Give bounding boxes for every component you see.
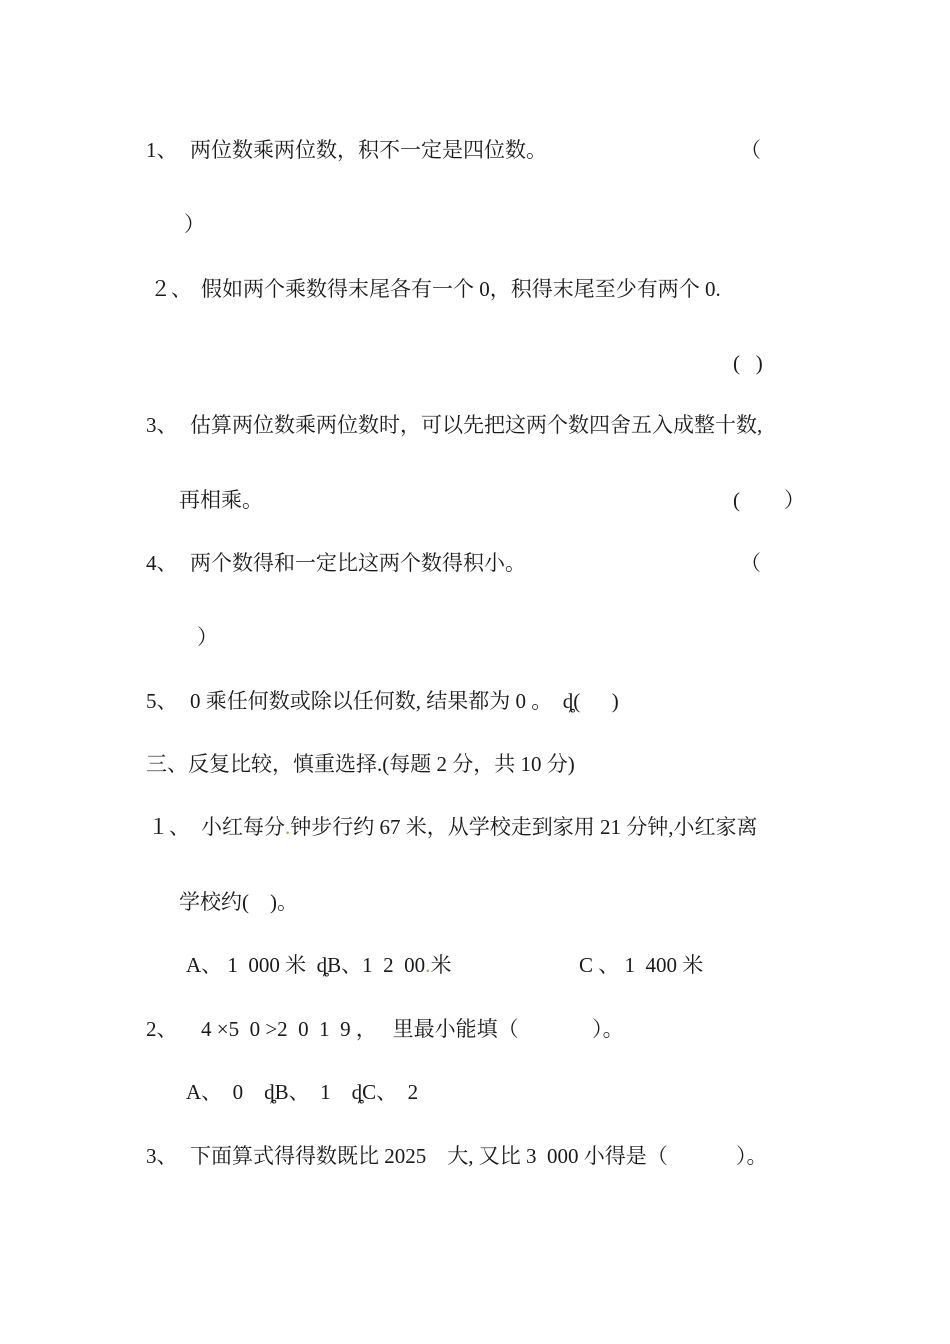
tf-q1-number: 1、 [146, 138, 178, 162]
tf-q3-number: 3、 [146, 413, 178, 437]
mc-q1-option-ab-text: A、 1 000 米 ȡB、1 2 00 [186, 953, 426, 977]
stray-dot-mark: . [425, 953, 431, 977]
tf-q3-continuation: 再相乘。 [179, 488, 263, 512]
mc-q1-option-c: C 、 1 400 米 [579, 953, 704, 977]
tf-q5-number: 5、 [146, 689, 178, 713]
mc-q2-number: 2、 [146, 1017, 178, 1041]
tf-q2-number: ２、 [150, 277, 192, 301]
tf-q1-close-paren: ） [184, 212, 205, 236]
tf-q3-open-paren: ( [733, 488, 740, 512]
tf-q5-text: 0 乘任何数或除以任何数, 结果都为 0 。 ȡ( ) [190, 689, 619, 713]
tf-q2-text: 假如两个乘数得末尾各有一个 0，积得末尾至少有两个 0. [201, 277, 721, 301]
tf-q1-open-paren: （ [740, 138, 761, 162]
tf-q1-text: 两位数乘两位数，积不一定是四位数。 [190, 138, 547, 162]
tf-q4-text: 两个数得和一定比这两个数得积小。 [190, 551, 526, 575]
mc-q1-continuation: 学校约( )。 [179, 890, 298, 914]
stray-dot-mark: . [285, 815, 291, 839]
section-3-heading: 三、反复比较，慎重选择.(每题 2 分，共 10 分) [146, 752, 575, 776]
mc-q3-text: 下面算式得得数既比 2025 大, 又比 3 000 小得是（ ）。 [190, 1144, 768, 1168]
mc-q2-options: A、 0 ȡB、 1 ȡC、 2 [186, 1080, 419, 1104]
mc-q1-options-ab [186, 955, 451, 976]
mc-q1-number: １、 [148, 815, 190, 839]
tf-q4-open-paren: （ [740, 551, 761, 575]
mc-q1-text [201, 817, 758, 838]
mc-q1-text-part-b: 钟步行约 67 米，从学校走到家用 21 分钟,小红家离 [290, 815, 758, 839]
mc-q2-text: 4 ×5 0 >2 0 1 9 ， 里最小能填（ ）。 [201, 1017, 624, 1041]
tf-q3-close-paren: ） [784, 488, 805, 512]
mc-q3-number: 3、 [146, 1144, 178, 1168]
mc-q1-option-b-unit: 米 [430, 953, 452, 977]
tf-q4-close-paren: ） [197, 625, 218, 649]
tf-q2-answer-paren[interactable]: ( ) [733, 351, 763, 375]
tf-q3-text: 估算两位数乘两位数时，可以先把这两个数四舍五入成整十数, [190, 413, 763, 437]
mc-q1-text-part-a: 小红每分 [201, 815, 285, 839]
tf-q4-number: 4、 [146, 551, 178, 575]
